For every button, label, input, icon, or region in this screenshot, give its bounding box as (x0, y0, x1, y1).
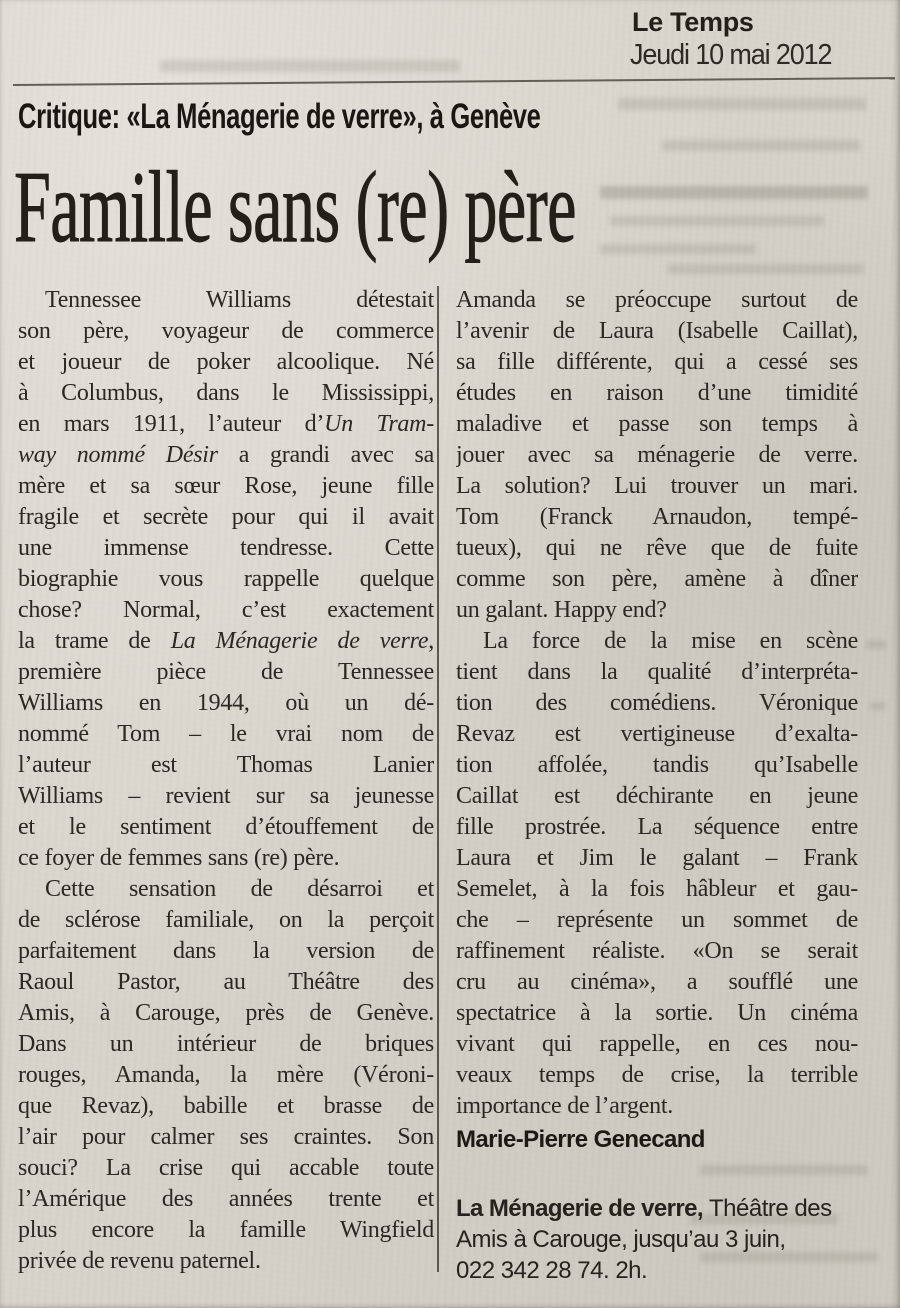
article-line: tient dans la qualité d’interpréta- (456, 659, 858, 685)
article-line: Tom (Franck Arnaudon, tempé- (456, 504, 858, 530)
article-title: Famille sans (re) père (14, 151, 576, 264)
article-line: sa fille différente, qui a cessé ses (456, 349, 858, 375)
article-line: parfaitement dans la version de (18, 938, 434, 964)
article-line: l’air pour calmer ses craintes. Son (18, 1124, 434, 1150)
article-line: Raoul Pastor, au Théâtre des (18, 969, 434, 995)
article-line: Amanda se préoccupe surtout de (456, 287, 858, 313)
article-line: nommé Tom – le vrai nom de (18, 721, 434, 747)
article-line: rouges, Amanda, la mère (Véroni- (18, 1062, 434, 1088)
article-line: Tennessee Williams détestait (45, 287, 434, 313)
article-line: ce foyer de femmes sans (re) père. (18, 845, 340, 871)
article-line: tueux), qui ne rêve que de fuite (456, 535, 858, 561)
newspaper-name: Le Temps (632, 7, 754, 37)
article-line: La force de la mise en scène (483, 628, 858, 654)
footer-line: 022 342 28 74. 2h. (456, 1257, 648, 1284)
article-line: cru au cinéma», a soufflé une (456, 969, 858, 995)
article-line: importance de l’argent. (456, 1093, 674, 1119)
column-divider-rule (437, 286, 439, 1272)
footer-line: La Ménagerie de verre, Théâtre des (456, 1195, 832, 1222)
article-line: Cette sensation de désarroi et (45, 876, 434, 902)
article-line: La solution? Lui trouver un mari. (456, 473, 858, 499)
article-line: tion des comédiens. Véronique (456, 690, 858, 716)
article-line: que Revaz), babille et brasse de (18, 1093, 434, 1119)
article-line: Revaz est vertigineuse d’exalta- (456, 721, 858, 747)
article-line: maladive et passe son temps à (456, 411, 858, 437)
article-line: études en raison d’une timidité (456, 380, 858, 406)
article-line: un galant. Happy end? (456, 597, 667, 623)
footer-line: Amis à Carouge, jusqu’au 3 juin, (456, 1226, 786, 1253)
article-line: et joueur de poker alcoolique. Né (18, 349, 434, 375)
article-line: la trame de La Ménagerie de verre, (18, 628, 434, 654)
article-line: vivant qui rappelle, en ces nou- (456, 1031, 858, 1057)
article-line: mère et sa sœur Rose, jeune fille (18, 473, 434, 499)
article-line: en mars 1911, l’auteur d’Un Tram- (18, 411, 434, 437)
article-line: de sclérose familiale, on la perçoit (18, 907, 434, 933)
article-line: Williams – revient sur sa jeunesse (18, 783, 434, 809)
article-line: raffinement réaliste. «On se serait (456, 938, 858, 964)
article-line: veaux temps de crise, la terrible (456, 1062, 858, 1088)
article-line: way nommé Désir a grandi avec sa (18, 442, 434, 468)
article-line: fragile et secrète pour qui il avait (18, 504, 434, 530)
article-line: l’avenir de Laura (Isabelle Caillat), (456, 318, 858, 344)
article-line: Williams en 1944, où un dé- (18, 690, 434, 716)
article-line: et le sentiment d’étouffement de (18, 814, 434, 840)
article-line: plus encore la famille Wingfield (18, 1217, 434, 1243)
article-line: l’auteur est Thomas Lanier (18, 752, 434, 778)
article-byline: Marie-Pierre Genecand (456, 1126, 705, 1153)
article-line: privée de revenu paternel. (18, 1248, 261, 1274)
article-line: l’Amérique des années trente et (18, 1186, 434, 1212)
footer-info (456, 1193, 858, 1286)
article-line: Laura et Jim le galant – Frank (456, 845, 858, 871)
article-line: son père, voyageur de commerce (18, 318, 434, 344)
article-line: jouer avec sa ménagerie de verre. (456, 442, 858, 468)
article-line: chose? Normal, c’est exactement (18, 597, 434, 623)
article-line: souci? La crise qui accable toute (18, 1155, 434, 1181)
header-rule (13, 77, 895, 86)
article-column-left (18, 285, 434, 1277)
article-line: Semelet, à la fois hâbleur et gau- (456, 876, 858, 902)
article-line: fille prostrée. La séquence entre (456, 814, 858, 840)
article-line: Amis, à Carouge, près de Genève. (18, 1000, 434, 1026)
article-line: spectatrice à la sortie. Un cinéma (456, 1000, 858, 1026)
issue-date: Jeudi 10 mai 2012 (630, 39, 832, 71)
article-line: tion affolée, tandis qu’Isabelle (456, 752, 858, 778)
article-line: che – représente un sommet de (456, 907, 858, 933)
article-line: Caillat est déchirante en jeune (456, 783, 858, 809)
article-kicker: Critique: «La Ménagerie de verre», à Genève (18, 97, 541, 136)
article-line: biographie vous rappelle quelque (18, 566, 434, 592)
article-line: première pièce de Tennessee (18, 659, 434, 685)
article-line: à Columbus, dans le Mississippi, (18, 380, 434, 406)
article-line: Dans un intérieur de briques (18, 1031, 434, 1057)
article-line: une immense tendresse. Cette (18, 535, 434, 561)
article-line: comme son père, amène à dîner (456, 566, 858, 592)
article-column-right (456, 285, 858, 1286)
